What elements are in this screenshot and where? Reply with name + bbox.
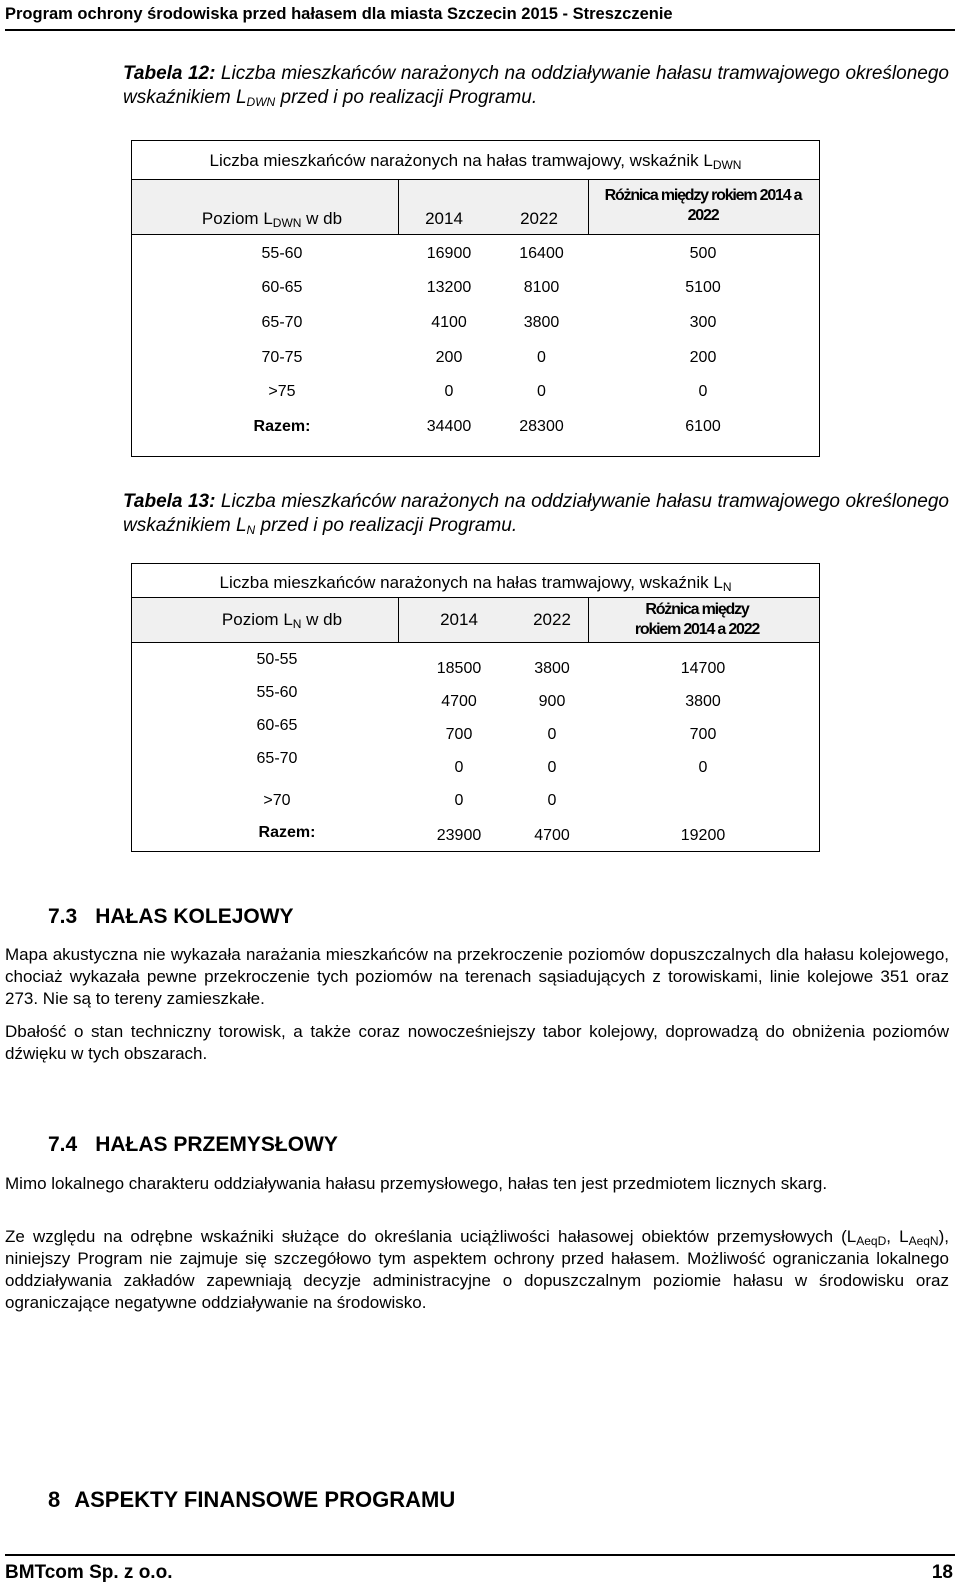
row-level: 65-70 [256, 750, 298, 767]
row-value-2022: 0 [547, 726, 557, 743]
row-value-2022: 3800 [534, 660, 570, 677]
row-value-2014: 700 [445, 726, 473, 743]
row-level: 70-75 [261, 349, 303, 366]
footer-company: BMTcom Sp. z o.o. [5, 1562, 173, 1583]
table-13-col-2022: 2022 [533, 610, 571, 629]
total-difference: 6100 [685, 418, 721, 435]
document-title: Program ochrony środowiska przed hałasem dla miasta Szczecin 2015 - Streszczenie [5, 5, 673, 23]
footer-rule [5, 1554, 955, 1556]
row-level: 50-55 [256, 651, 298, 668]
row-level: 55-60 [261, 245, 303, 262]
row-level: 60-65 [261, 279, 303, 296]
row-value-2014: 18500 [436, 660, 482, 677]
row-difference: 0 [698, 383, 708, 400]
table-12-col-2014: 2014 [425, 209, 463, 228]
row-value-2014: 0 [454, 759, 464, 776]
section-7-3-paragraph-1: Mapa akustyczna nie wykazała narażania mieszkańców na przekroczenie poziomów dopuszczalnych dla hałasu kolejowego, chociaż wykazała pewne przekroczenie tych poziomów na terenach sąsiadujących z torowiskami, linie kolejowe 351 oraz 273. Nie są to tereny zamieszkałe. [5, 945, 949, 1008]
total-label: Razem: [253, 418, 311, 435]
running-header [5, 0, 955, 31]
row-value-2014: 4700 [441, 693, 477, 710]
row-level: 65-70 [261, 314, 303, 331]
total-2014: 23900 [436, 827, 482, 844]
table-12 [131, 140, 820, 457]
table-13-header-row [132, 597, 819, 643]
section-7-4-paragraph-1: Mimo lokalnego charakteru oddziaływania hałasu przemysłowego, hałas ten jest przedmiotem licznych skarg. [5, 1174, 828, 1193]
section-7-3-heading: 7.3 HAŁAS KOLEJOWY [48, 905, 294, 928]
table-13-col-2014: 2014 [440, 610, 478, 629]
total-difference: 19200 [680, 827, 726, 844]
row-difference: 500 [689, 245, 717, 262]
total-2014: 34400 [426, 418, 472, 435]
row-value-2022: 0 [547, 792, 557, 809]
row-value-2022: 0 [547, 759, 557, 776]
row-difference: 3800 [685, 693, 721, 710]
row-value-2022: 3800 [523, 314, 560, 331]
total-label: Razem: [258, 824, 316, 841]
table-12-title: Liczba mieszkańców narażonych na hałas tramwajowy, wskaźnik $L_{DWN}$ [209, 151, 742, 172]
total-2022: 4700 [534, 827, 570, 844]
table-12-header-row [132, 179, 819, 235]
row-value-2022: 0 [537, 349, 546, 366]
row-difference: 700 [689, 726, 717, 743]
table-12-caption: Tabela 12: Liczba mieszkańców narażonych na oddziaływanie hałasu tramwajowego określonego wskaźnikiem $L_{DWN}$ przed i po realizacji Programu. [123, 63, 949, 109]
row-value-2014: 200 [435, 349, 463, 366]
row-value-2014: 13200 [426, 279, 472, 296]
section-7-3-paragraph-2: Dbałość o stan techniczny torowisk, a także coraz nowocześniejszy tabor kolejowy, doprowadzą do obniżenia poziomów dźwięku w tych obszarach. [5, 1022, 949, 1063]
row-level: 55-60 [256, 684, 298, 701]
row-value-2014: 0 [444, 383, 454, 400]
table-12-col-level: Poziom $L_{DWN}$ w db [201, 209, 343, 230]
table-12-col-diff: Różnica między rokiem 2014 a 2022 [604, 187, 802, 224]
table-13-col-level: Poziom $L_N$ w db [221, 610, 343, 631]
row-value-2022: 0 [537, 383, 546, 400]
table-13-caption: Tabela 13: Liczba mieszkańców narażonych na oddziaływanie hałasu tramwajowego określonego wskaźnikiem $L_N$ przed i po realizacji Programu. [123, 491, 949, 537]
row-difference: 0 [698, 759, 708, 776]
table-12-col-2022: 2022 [520, 209, 558, 228]
section-7-4-heading: 7.4 HAŁAS PRZEMYSŁOWY [48, 1133, 338, 1156]
table-13 [131, 563, 820, 852]
section-8-heading: 8 ASPEKTY FINANSOWE PROGRAMU [48, 1487, 456, 1512]
row-level: 60-65 [256, 717, 298, 734]
table-13-col-diff: Różnica między rokiem 2014 a 2022 [634, 601, 760, 638]
row-value-2022: 8100 [523, 279, 560, 296]
row-value-2014: 0 [454, 792, 464, 809]
section-7-4-paragraph-2: Ze względu na odrębne wskaźniki służące do określania uciążliwości hałasowej obiektów przemysłowych ($L_{AeqD}$, $L_{AeqN}$), niniejszy Program nie zajmuje się szczegółowo tym aspektem ochrony przed hałasem. Możliwość ograniczania lokalnego oddziaływania zakładów zapewniają decyzje administracyjne o dopuszczalnym poziomie hałasu w środowisku oraz ograniczające negatywne oddziaływanie na środowisko. [5, 1227, 949, 1312]
row-difference: 300 [689, 314, 717, 331]
row-level: >75 [268, 383, 296, 400]
row-value-2014: 4100 [431, 314, 467, 331]
row-value-2014: 16900 [426, 245, 472, 262]
row-difference: 14700 [680, 660, 726, 677]
page-number: 18 [931, 1562, 953, 1583]
row-level: >70 [263, 792, 291, 809]
table-13-title: Liczba mieszkańców narażonych na hałas tramwajowy, wskaźnik $L_N$ [219, 573, 732, 594]
row-value-2022: 900 [538, 693, 566, 710]
row-value-2022: 16400 [519, 245, 564, 262]
total-2022: 28300 [519, 418, 564, 435]
row-difference: 5100 [685, 279, 721, 296]
row-difference: 200 [689, 349, 717, 366]
